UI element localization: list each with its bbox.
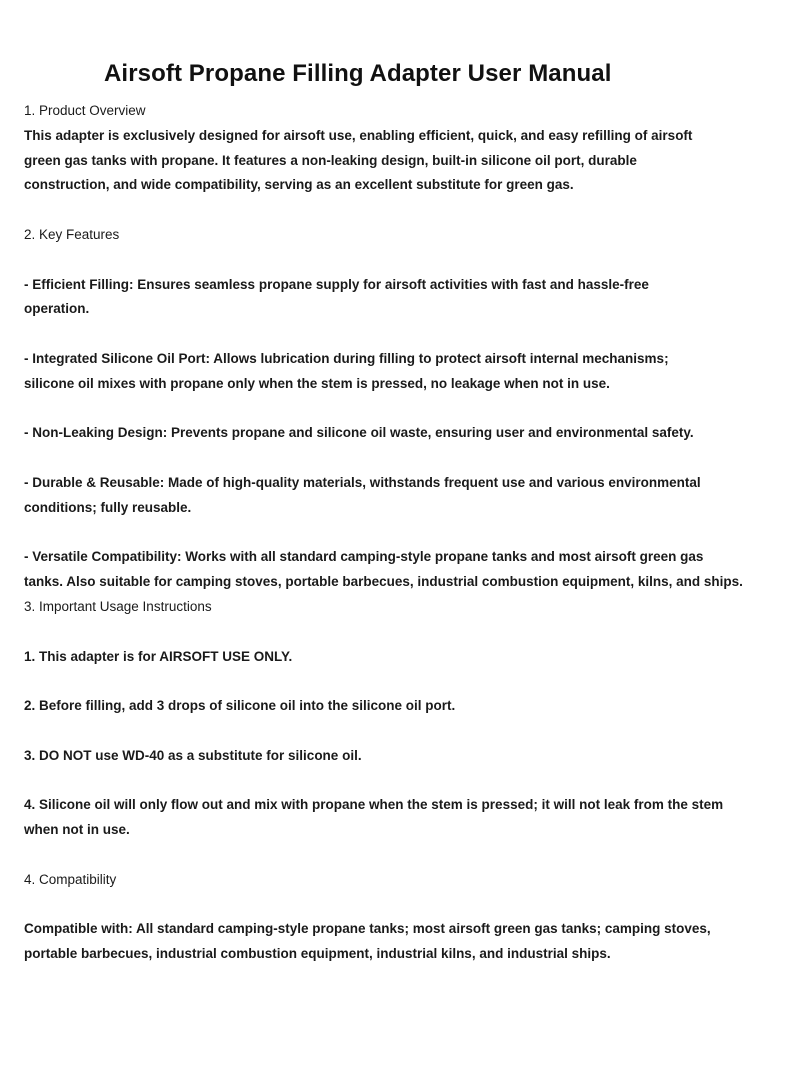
section-heading-overview: 1. Product Overview: [24, 103, 146, 118]
spacer: [24, 669, 780, 694]
feature-item: [24, 471, 780, 521]
manual-content: [24, 99, 780, 967]
overview-line: green gas tanks with propane. It features a non-leaking design, built-in silicone oil port, durable: [24, 152, 637, 168]
section-usage-instructions: [24, 595, 780, 843]
instruction-line: 1. This adapter is for AIRSOFT USE ONLY.: [24, 648, 293, 664]
feature-line: silicone oil mixes with propane only when the stem is pressed, no leakage when not in use.: [24, 375, 610, 391]
spacer: [24, 446, 780, 471]
feature-item: [24, 545, 780, 595]
section-key-features: [24, 223, 780, 595]
compatibility-line: Compatible with: All standard camping-style propane tanks; most airsoft green gas tanks; camping stoves,: [24, 921, 711, 937]
instruction-line: 2. Before filling, add 3 drops of silicone oil into the silicone oil port.: [24, 698, 456, 714]
spacer: [24, 843, 780, 868]
spacer: [24, 248, 780, 273]
instruction-item: [24, 645, 780, 670]
instruction-line: 4. Silicone oil will only flow out and mix with propane when the stem is pressed; it will not leak from the stem: [24, 797, 724, 813]
section-heading-instructions: 3. Important Usage Instructions: [24, 598, 212, 614]
spacer: [24, 719, 780, 744]
feature-item: [24, 347, 780, 397]
feature-line: conditions; fully reusable.: [24, 499, 192, 515]
section-heading-features: 2. Key Features: [24, 226, 120, 242]
feature-item: [24, 273, 780, 323]
spacer: [24, 893, 780, 918]
overview-line: This adapter is exclusively designed for airsoft use, enabling efficient, quick, and easy refilling of airsoft: [24, 127, 693, 143]
spacer: [24, 521, 780, 546]
instruction-line: when not in use.: [24, 822, 130, 838]
feature-line: - Non-Leaking Design: Prevents propane and silicone oil waste, ensuring user and environmental safety.: [24, 425, 694, 441]
feature-line: operation.: [24, 301, 90, 317]
feature-line: tanks. Also suitable for camping stoves, portable barbecues, industrial combustion equipment, kilns, and ships.: [24, 574, 743, 590]
feature-line: - Versatile Compatibility: Works with all standard camping-style propane tanks and most airsoft green gas: [24, 549, 704, 565]
section-heading-compatibility: 4. Compatibility: [24, 871, 117, 887]
compatibility-line: portable barbecues, industrial combustion equipment, industrial kilns, and industrial ships.: [24, 946, 611, 962]
instruction-item: [24, 744, 780, 769]
spacer: [24, 198, 780, 223]
feature-line: - Efficient Filling: Ensures seamless propane supply for airsoft activities with fast and hassle-free: [24, 276, 649, 292]
instruction-item: [24, 793, 780, 843]
feature-line: - Integrated Silicone Oil Port: Allows lubrication during filling to protect airsoft internal mechanisms;: [24, 350, 669, 366]
instruction-item: [24, 694, 780, 719]
spacer: [24, 769, 780, 794]
instruction-line: 3. DO NOT use WD-40 as a substitute for silicone oil.: [24, 747, 362, 763]
section-compatibility: [24, 868, 780, 967]
spacer: [24, 397, 780, 422]
feature-item: [24, 421, 780, 446]
document-title: Airsoft Propane Filling Adapter User Manual: [104, 60, 612, 87]
spacer: [24, 620, 780, 645]
feature-line: - Durable & Reusable: Made of high-quality materials, withstands frequent use and various environmental: [24, 474, 701, 490]
spacer: [24, 322, 780, 347]
overview-line: construction, and wide compatibility, serving as an excellent substitute for green gas.: [24, 177, 574, 193]
section-product-overview: [24, 99, 780, 198]
